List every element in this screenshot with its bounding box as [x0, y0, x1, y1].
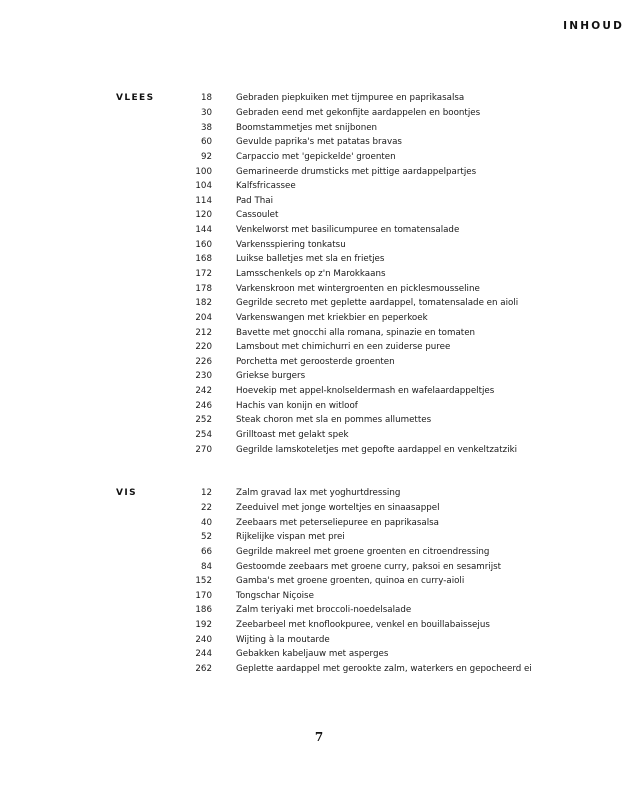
toc-entry-title: Geplette aardappel met gerookte zalm, waterkers en gepocheerd ei [236, 664, 532, 674]
toc-entry-title: Grilltoast met gelakt spek [236, 430, 349, 441]
toc-entry-page: 168 [195, 254, 212, 265]
toc-entry [116, 355, 596, 370]
toc-entry [116, 545, 596, 560]
toc-entry-title: Gegrilde makreel met groene groenten en citroendressing [236, 546, 490, 557]
toc-entry-title: Gegrilde secreto met geplette aardappel, tomatensalade en aioli [236, 298, 519, 309]
toc-entry-title: Luikse balletjes met sla en frietjes [236, 254, 385, 265]
toc-entry-title: Wijting à la moutarde [236, 634, 330, 645]
section-title: VLEES [116, 93, 155, 103]
toc-entry [116, 428, 596, 443]
toc-entry [116, 296, 596, 311]
toc-entry-title: Gebakken kabeljauw met asperges [236, 649, 389, 660]
toc-entry-page: 12 [200, 488, 212, 499]
toc-entry-page: 240 [195, 634, 212, 645]
section-title: VIS [116, 488, 137, 498]
toc-entry [116, 369, 596, 384]
toc-entry [116, 91, 596, 106]
toc-entry-page: 230 [195, 371, 212, 382]
toc-entry [116, 515, 596, 530]
toc-entry-page: 120 [195, 210, 212, 221]
toc-entry [116, 413, 596, 428]
toc-entry [116, 632, 596, 647]
toc-entry-page: 178 [195, 283, 212, 294]
toc-entry-page: 18 [200, 93, 212, 104]
toc-entry-title: Zeebarbeel met knoflookpuree, venkel en bouillabaissejus [236, 620, 490, 631]
toc-entry-page: 244 [195, 649, 212, 660]
toc-entry-page: 52 [200, 532, 212, 543]
toc-entry [116, 120, 596, 135]
toc-entry-title: Gamba's met groene groenten, quinoa en curry-aioli [236, 576, 465, 587]
toc-entry [116, 530, 596, 545]
toc-entry-title: Rijkelijke vispan met prei [236, 532, 345, 543]
toc-entry [116, 442, 596, 457]
toc-entry-page: 104 [195, 181, 212, 192]
toc-entry-page: 60 [200, 137, 212, 148]
toc-list [116, 91, 596, 457]
toc-entry [116, 223, 596, 238]
toc-entry-page: 262 [195, 664, 212, 674]
toc-entry-page: 84 [200, 561, 212, 572]
toc-entry-page: 38 [200, 122, 212, 133]
toc-entry-page: 30 [200, 107, 212, 118]
toc-entry [116, 588, 596, 603]
toc-entry [116, 252, 596, 267]
page-number: 7 [314, 730, 324, 744]
toc-entry-page: 114 [195, 195, 212, 206]
toc-entry-title: Varkensspiering tonkatsu [236, 239, 346, 250]
toc-entry [116, 647, 596, 662]
toc-entry-title: Carpaccio met 'gepickelde' groenten [236, 151, 396, 162]
toc-entry-title: Zalm gravad lax met yoghurtdressing [236, 488, 401, 499]
toc-entry-page: 204 [195, 312, 212, 323]
toc-entry [116, 237, 596, 252]
toc-entry-title: Gevulde paprika's met patatas bravas [236, 137, 402, 148]
toc-entry [116, 384, 596, 399]
toc-entry-page: 160 [195, 239, 212, 250]
toc-entry [116, 603, 596, 618]
toc-entry-page: 100 [195, 166, 212, 177]
toc-entry [116, 486, 596, 501]
toc-entry-page: 270 [195, 444, 212, 455]
toc-entry-title: Gemarineerde drumsticks met pittige aardappelpartjes [236, 166, 477, 177]
toc-entry-title: Venkelworst met basilicumpuree en tomatensalade [236, 225, 460, 236]
toc-entry-title: Tongschar Niçoise [236, 590, 314, 601]
toc-entry-title: Cassoulet [236, 210, 279, 221]
toc-entry-title: Lamsschenkels op z'n Marokkaans [236, 269, 386, 279]
toc-entry-title: Gebraden eend met gekonfijte aardappelen en boontjes [236, 107, 481, 118]
toc-entry-page: 182 [195, 298, 212, 309]
toc-entry-title: Porchetta met geroosterde groenten [236, 356, 395, 367]
toc-entry [116, 311, 596, 326]
toc-entry-title: Griekse burgers [236, 371, 306, 382]
toc-entry [116, 662, 596, 677]
toc-entry [116, 135, 596, 150]
toc-entry-title: Zeebaars met peterseliepuree en paprikasalsa [236, 517, 439, 528]
toc-entry-title: Gegrilde lamskoteletjes met gepofte aardappel en venkeltzatziki [236, 444, 518, 455]
toc-entry-page: 226 [195, 356, 212, 367]
toc-entry-page: 212 [195, 327, 212, 338]
toc-list [116, 486, 596, 676]
toc-entry-page: 220 [195, 342, 212, 353]
toc-entry-page: 242 [195, 386, 212, 397]
toc-entry-title: Hachis van konijn en witloof [236, 400, 358, 411]
toc-entry-page: 170 [195, 590, 212, 601]
page-header-title: INHOUD [563, 20, 624, 32]
toc-entry-title: Gebraden piepkuiken met tijmpuree en paprikasalsa [236, 93, 465, 104]
toc-entry-page: 186 [195, 605, 212, 616]
toc-entry-page: 152 [195, 576, 212, 587]
toc-entry [116, 574, 596, 589]
toc-entry-title: Lamsbout met chimichurri en een zuiderse puree [236, 342, 451, 353]
toc-entry [116, 267, 596, 282]
toc-entry [116, 150, 596, 165]
toc-entry [116, 501, 596, 516]
toc-entry-title: Bavette met gnocchi alla romana, spinazie en tomaten [236, 327, 476, 338]
toc-entry [116, 618, 596, 633]
toc-entry-title: Varkenskroon met wintergroenten en picklesmousseline [236, 283, 480, 294]
toc-entry-title: Boomstammetjes met snijbonen [236, 122, 378, 133]
toc-entry-page: 252 [195, 415, 212, 426]
toc-entry [116, 325, 596, 340]
toc-entry-page: 40 [200, 517, 212, 528]
toc-entry [116, 398, 596, 413]
toc-entry [116, 208, 596, 223]
toc-entry [116, 281, 596, 296]
toc-entry-page: 66 [200, 546, 212, 557]
toc-entry [116, 164, 596, 179]
toc-entry-title: Zalm teriyaki met broccoli-noedelsalade [236, 605, 412, 616]
toc-entry-title: Steak choron met sla en pommes allumettes [236, 415, 432, 426]
toc-entry-page: 246 [195, 400, 212, 411]
toc-entry [116, 340, 596, 355]
toc-entry-title: Kalfsfricassee [236, 181, 296, 192]
toc-entry-page: 144 [195, 225, 212, 236]
toc-entry [116, 559, 596, 574]
toc-entry-page: 192 [195, 620, 212, 631]
toc-entry-title: Hoevekip met appel-knolseldermash en wafelaardappeltjes [236, 386, 495, 397]
toc-entry-title: Gestoomde zeebaars met groene curry, paksoi en sesamrijst [236, 561, 502, 572]
toc-entry [116, 106, 596, 121]
toc-entry [116, 193, 596, 208]
toc-entry-page: 172 [195, 269, 212, 279]
toc-entry-title: Zeeduivel met jonge worteltjes en sinaasappel [236, 502, 440, 513]
toc-entry-title: Pad Thai [236, 195, 273, 206]
toc-entry [116, 179, 596, 194]
toc-entry-page: 254 [195, 430, 212, 441]
toc-entry-title: Varkenswangen met kriekbier en peperkoek [236, 312, 428, 323]
toc-entry-page: 92 [200, 151, 212, 162]
toc-entry-page: 22 [200, 502, 212, 513]
